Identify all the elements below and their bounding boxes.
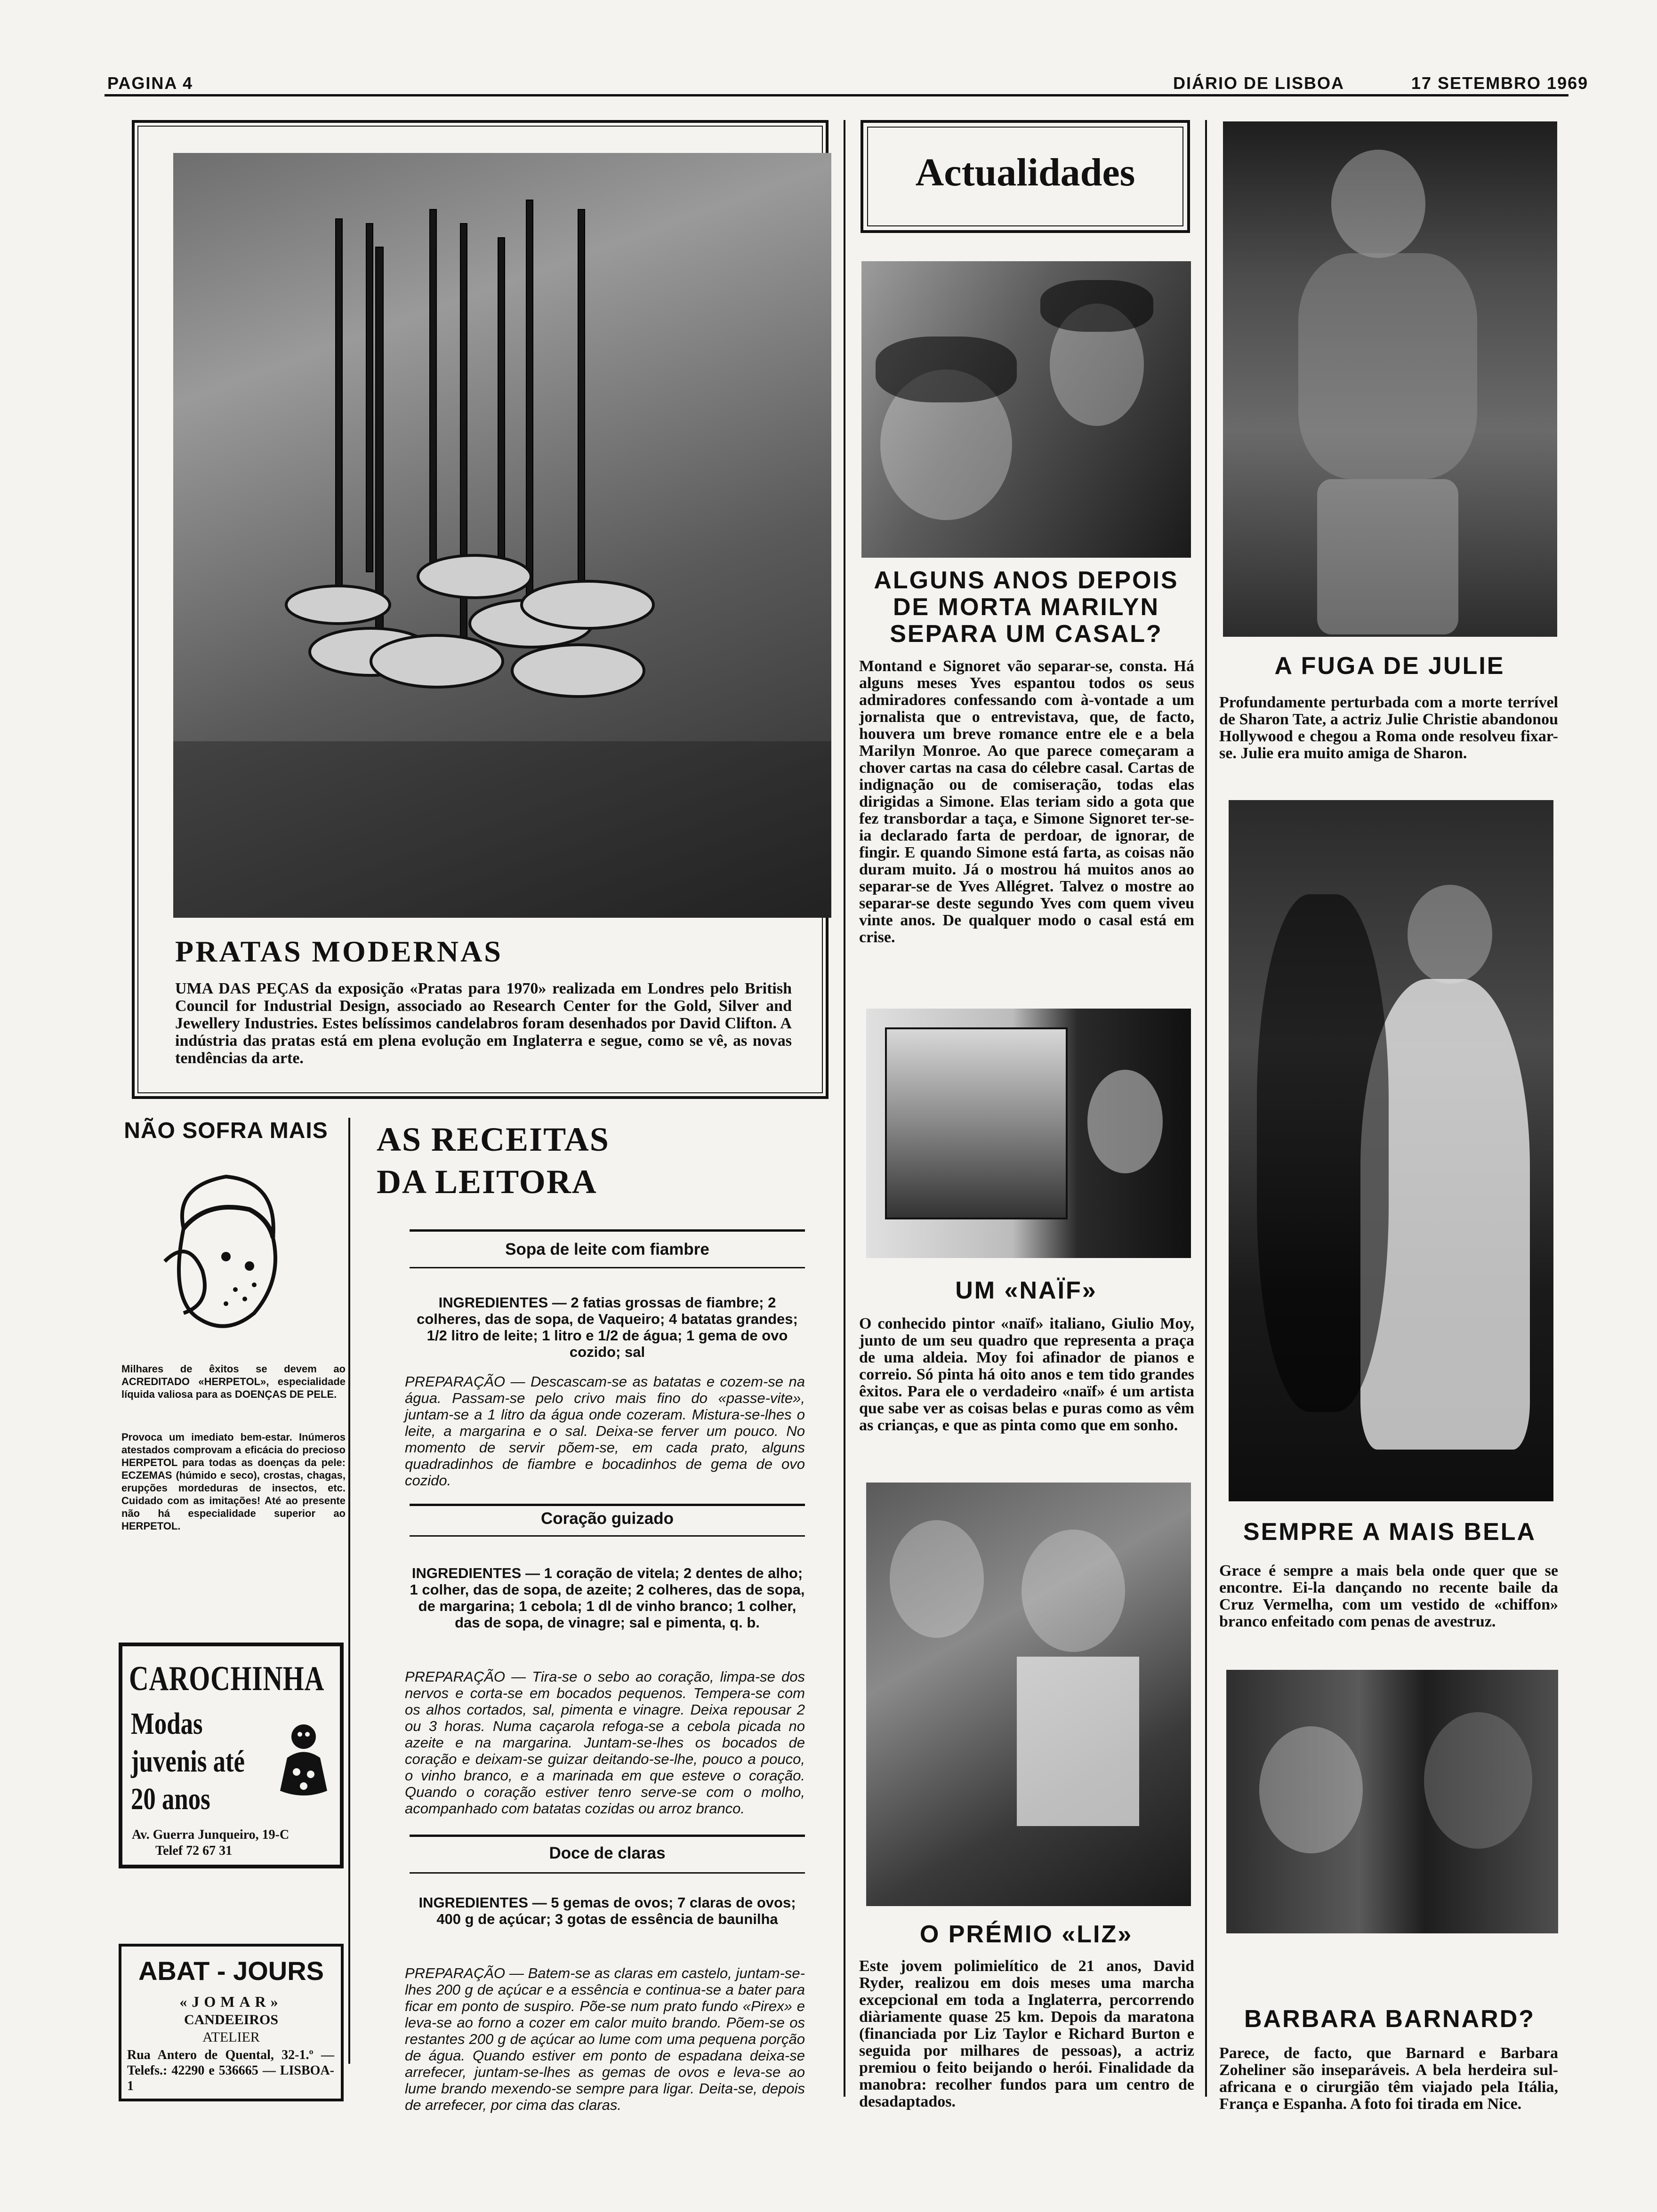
marilyn-body: Montand e Signoret vão separar-se, consta. Há alguns meses Yves espantou todos os seus admiradores confessando com à-vontade a um jornalista que o entrevistava, que, de facto, houvera um breve romance entre ele e a bela Marilyn Monroe. Ao que parece começaram a chover cartas na casa do célebre casal. Cartas de indignação ou de comiseração, todas elas dirigidas a Simone. Elas teriam sido a gota que fez transbordar a taça, e Simone Signoret ter-se-ia declarado farta de perdoar, de ignorar, de fingir. E quando Simone está farta, as coisas não duram muito. Já o mostrou há muitos anos ao separar-se de Yves Allégret. Talvez o mostre ao separar-se deste segundo Yves com quem viveu vinte anos. De qualquer modo o casal está em crise. (859, 657, 1194, 946)
carochinha-address: Av. Guerra Junqueiro, 19-C (132, 1827, 290, 1842)
ladybug-doll-icon (275, 1720, 332, 1800)
herpetol-text-2: Provoca um imediato bem-estar. Inúmeros atestados comprovam a eficácia do precioso HERPETOL para todas as doenças da pele: ECZEMAS (húmido e seco), crostas, chagas, erupções mordeduras de insectos, etc. Cuidado com as imitações! Até ao presente não há especialidade superior ao HERPETOL. (121, 1431, 346, 1532)
premio-liz-headline: O PRÉMIO «LIZ» (919, 1921, 1133, 1948)
carochinha-phone: Telef 72 67 31 (155, 1843, 233, 1858)
abat-brand: «JOMAR» (179, 1993, 283, 2010)
julie-body: Profundamente perturbada com a morte terrível de Sharon Tate, a actriz Julie Christie abandonou Hollywood e chegou a Roma onde resolveu fixar-se. Julie era muito amiga de Sharon. (1219, 694, 1558, 762)
recipe-3-rule-top (410, 1835, 805, 1837)
carochinha-line-1: Modas (131, 1707, 203, 1741)
abat-address: Rua Antero de Quental, 32-1.º — Telefs.: 42290 e 536665 — LISBOA-1 (127, 2048, 334, 2093)
recipe-2-rule-top (410, 1504, 805, 1506)
grace-headline: SEMPRE A MAIS BELA (1243, 1518, 1536, 1546)
david-ryder-photo (866, 1483, 1191, 1906)
julie-headline: A FUGA DE JULIE (1274, 652, 1505, 680)
julie-christie-photo (1223, 121, 1557, 637)
recipe-3-prep-text: — Batem-se as claras em castelo, juntam-se-lhes 200 g de açúcar e a essência e continua-se a bater para ficar em ponto de suspiro. Põe-se num prato fundo «Pirex» e leva-se ao forno a cozer em calor muito brando. Põem-se os restantes 200 g de açúcar ao lume com uma pequena porção de água. Quando estiver em ponto de espadana deixa-se arrefecer, juntam-se-lhes as gemas de ovos e leva-se ao lume brando mexendo-se sempre para ligar. Deita-se, depois de arrefecer, por cima das claras. (405, 1965, 805, 2113)
recipe-3-preparation (405, 1965, 805, 2113)
recipe-1-prep-label: PREPARAÇÃO (405, 1373, 506, 1390)
issue-date: 17 SETEMBRO 1969 (1411, 73, 1589, 93)
actualidades-title: Actualidades (915, 151, 1135, 194)
grace-dancing-photo (1229, 800, 1553, 1501)
column-rule-middle (844, 120, 845, 2097)
carochinha-line-3: 20 anos (131, 1782, 210, 1816)
recipe-2-preparation (405, 1668, 805, 1817)
recipe-1-rule-top (410, 1229, 805, 1232)
grace-body: Grace é sempre a mais bela onde quer que se encontre. Ei-la dançando no recente baile da Cruz Vermelha, com um vestido de «chiffon» branco enfeitado com penas de avestruz. (1219, 1562, 1558, 1630)
recipe-3-ingredients: INGREDIENTES — 5 gemas de ovos; 7 claras de ovos; 400 g de açúcar; 3 gotas de essência de baunilha (418, 1894, 796, 1927)
pratas-title: PRATAS MODERNAS (175, 935, 503, 968)
recipe-1-name: Sopa de leite com fiambre (505, 1240, 709, 1258)
column-rule-right (1205, 120, 1207, 2097)
abat-title: ABAT - JOURS (138, 1956, 324, 1986)
barnard-photo (1226, 1670, 1558, 1933)
naif-body: O conhecido pintor «naïf» italiano, Giulio Moy, junto de um seu quadro que representa a praça de uma aldeia. Moy foi afinador de pianos e correio. Só pinta há oito anos e tem tido grandes êxitos. Para ele o verdadeiro «naïf» é um artista que sabe ver as coisas belas e puras como as vêm as crianças, e que as pinta como que em sonho. (859, 1315, 1194, 1434)
recipe-3-name: Doce de claras (549, 1844, 666, 1862)
candelabra-illustration (173, 153, 831, 918)
herpetol-illustration (155, 1158, 297, 1355)
abat-line-1: CANDEEIROS (184, 2012, 279, 2028)
recipe-2-rule-bottom (410, 1535, 805, 1537)
herpetol-title: NÃO SOFRA MAIS (124, 1118, 328, 1143)
page-number: PAGINA 4 (107, 73, 193, 93)
column-rule-left (348, 1118, 350, 2064)
premio-liz-body: Este jovem polimielítico de 21 anos, David Ryder, realizou em dois meses uma marcha excepcional em toda a Inglaterra, percorrendo diàriamente quase 25 km. Depois da maratona (financiada por Liz Taylor e Richard Burton e seguida por milhares de pessoas), a actriz premiou o feito beijando o herói. Finalidade da manobra: recolher fundos para um centro de desadaptados. (859, 1957, 1194, 2110)
receitas-title-1: AS RECEITAS (377, 1121, 610, 1158)
recipe-1-preparation (405, 1373, 805, 1489)
abat-line-2: ATELIER (202, 2029, 260, 2045)
carochinha-line-2: juvenis até (131, 1744, 245, 1779)
recipe-2-name: Coração guizado (541, 1509, 674, 1528)
recipe-1-prep-text: — Descascam-se as batatas e cozem-se na água. Passam-se pelo crivo mais fino do «passe-vite», juntam-se a 1 litro da água onde cozeram. Mistura-se-lhes o leite, a margarina e o sal. Deixa-se ferver um pouco. No momento de servir põem-se, em cada prato, alguns quadradinhos de fiambre e bocadinhos de gema de ovo cozido. (405, 1373, 805, 1489)
pratas-caption: UMA DAS PEÇAS da exposição «Pratas para 1970» realizada em Londres pelo British Council for Industrial Design, associado ao Research Center for the Gold, Silver and Jewellery Industries. Estes belíssimos candelabros foram desenhados por David Clifton. A indústria das pratas está em plena evolução em Inglaterra e segue, como se vê, as novas tendências da arte. (175, 980, 792, 1067)
newspaper-name: DIÁRIO DE LISBOA (1173, 73, 1345, 93)
recipe-1-ingredients: INGREDIENTES — 2 fatias grossas de fiambre; 2 colheres, das de sopa, de Vaqueiro; 4 batatas grandes; 1/2 litro de leite; 1 litro e 1/2 de água; 1 gema de ovo cozido; sal (417, 1294, 798, 1360)
carochinha-name: CAROCHINHA (129, 1659, 325, 1698)
candelabra-photo (173, 153, 831, 918)
receitas-title-2: DA LEITORA (377, 1163, 597, 1201)
marilyn-headline: ALGUNS ANOS DEPOIS DE MORTA MARILYN SEPARA UM CASAL? (874, 567, 1179, 648)
barnard-body: Parece, de facto, que Barnard e Barbara Zoheliner são inseparáveis. A bela herdeira sul-africana e o cirurgião têm viajado pela Itália, França e Espanha. A foto foi tirada em Nice. (1219, 2044, 1558, 2113)
recipe-2-ingredients: INGREDIENTES — 1 coração de vitela; 2 dentes de alho; 1 colher, das de sopa, de azeite; 2 colheres, das de sopa, de margarina; 1 cebola; 1 dl de vinho branco; 1 colher, das de sopa, de vinagre; sal e pimenta, q. b. (410, 1565, 805, 1631)
montand-signoret-photo (861, 261, 1191, 558)
naif-headline: UM «NAÏF» (955, 1277, 1097, 1304)
recipe-3-rule-bottom (410, 1872, 805, 1874)
recipe-2-prep-label: PREPARAÇÃO (405, 1668, 506, 1685)
herpetol-text-1: Milhares de êxitos se devem ao ACREDITADO «HERPETOL», especialidade líquida valiosa para as DOENÇAS DE PELE. (121, 1363, 346, 1400)
header-rule (105, 94, 1569, 96)
recipe-3-prep-label: PREPARAÇÃO (405, 1965, 506, 1981)
giulio-moy-photo (866, 1009, 1191, 1258)
barnard-headline: BARBARA BARNARD? (1244, 2005, 1536, 2033)
recipe-2-prep-text: — Tira-se o sebo ao coração, limpa-se dos nervos e corta-se em bocados pequenos. Tempera-se com os alhos cortados, sal, pimenta e vinagre. Deixa repousar 2 ou 3 horas. Numa caçarola refoga-se a cebola picada no azeite e na margarina. Juntam-se-lhes os bocados de coração e deixam-se guizar deitando-se-lhe, pouco a pouco, o vinho branco, e a marinada em que esteve o coração. Quando o coração estiver tenro serve-se com o molho, acompanhado com batatas cozidas ou arroz branco. (405, 1668, 805, 1817)
recipe-1-rule-bottom (410, 1267, 805, 1268)
